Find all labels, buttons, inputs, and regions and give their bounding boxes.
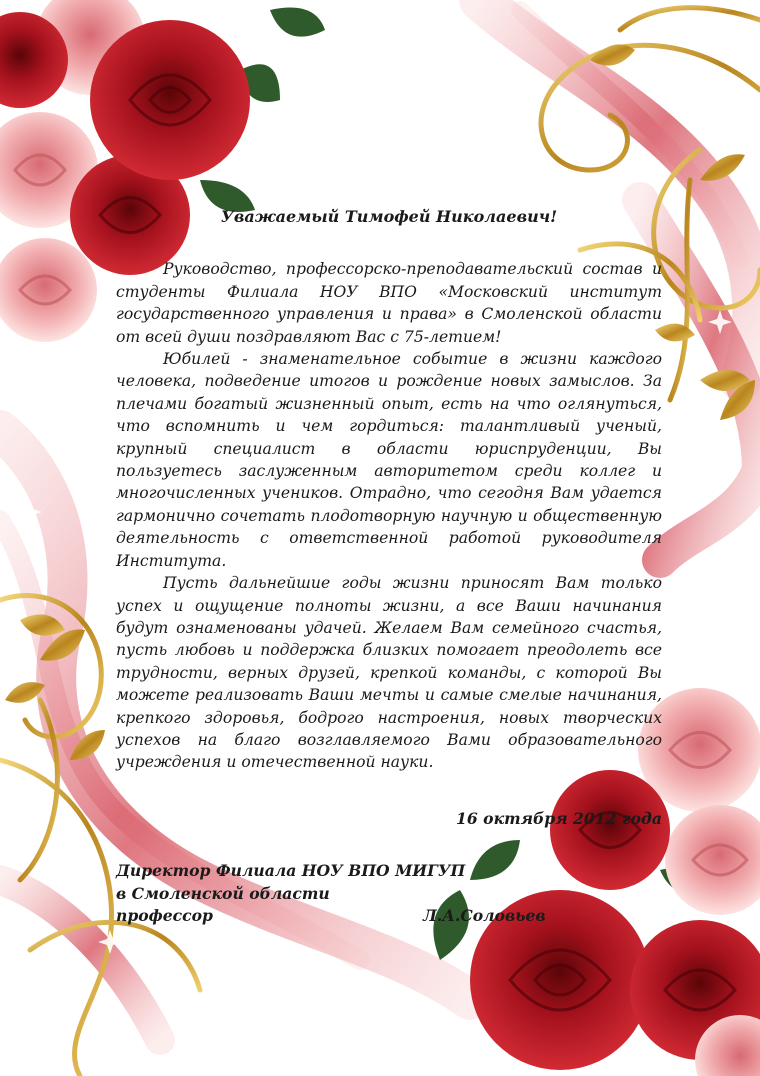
letter-date: 16 октября 2012 года [456,808,662,828]
congratulation-letter [116,200,662,927]
letter-paragraph-3: Пусть дальнейшие годы жизни приносят Вам только успех и ощущение полноты жизни, а все Ваши начинания будут ознаменованы удачей. Желаем Вам семейного счастья, пусть любовь и поддержка близких помогает преодолеть все трудности, верных друзей, крепкой команды, с которой Вы можете реализовать Ваши мечты и самые смелые начинания, крепкого здоровья, бодрого настроения, новых творческих успехов на благо возглавляемого Вами образовательного учреждения и отечественной науки. [116,574,662,772]
letter-paragraph-2: Юбилей - знаменательное событие в жизни каждого человека, подведение итогов и рождение новых замыслов. За плечами богатый жизненный опыт, есть на что оглянуться, что вспомнить и чем гордиться: талантливый ученый, крупный специалист в области юриспруденции, Вы пользуетесь заслуженным авторитетом среди коллег и многочисленных учеников. Отрадно, что сегодня Вам удается гармонично сочетать плодотворную научную и общественную деятельность с ответственной работой руководителя Института. [116,350,662,570]
signature-title: профессор [116,905,213,925]
signature-name: Л.А.Соловьев [423,905,546,925]
signature-position: Директор Филиала НОУ ВПО МИГУП [116,861,466,881]
letter-greeting: Уважаемый Тимофей Николаевич! [220,207,558,226]
letter-paragraph-1: Руководство, профессорско-преподавательский состав и студенты Филиала НОУ ВПО «Московский институт государственного управления и права» в Смоленской области от всей души поздравляют Вас с 75-летием! [116,260,662,346]
signature-block [116,860,662,927]
signature-region: в Смоленской области [116,883,330,903]
